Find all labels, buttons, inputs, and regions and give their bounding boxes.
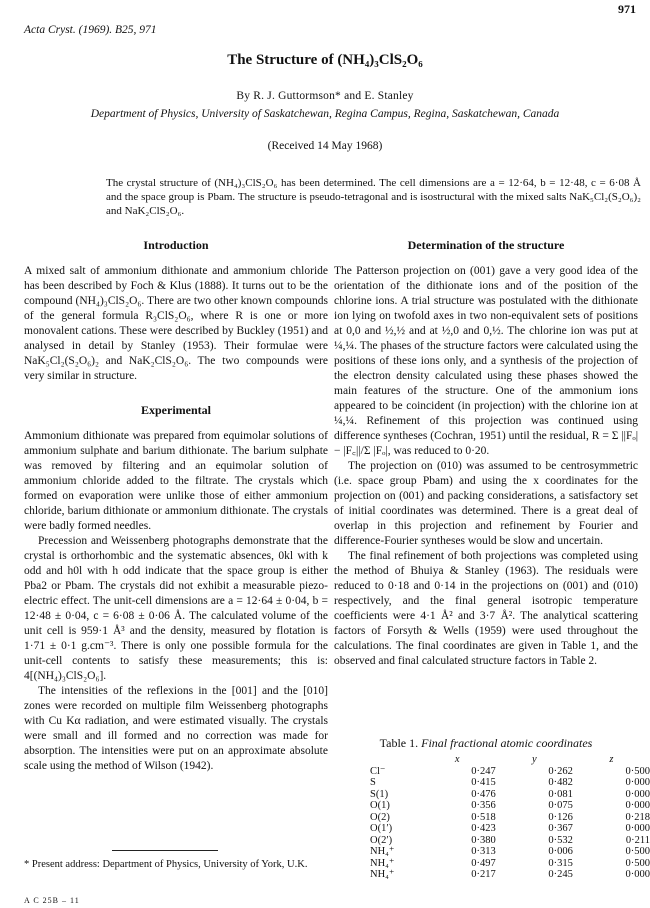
z-value: 0·500	[625, 857, 650, 869]
affiliation: Department of Physics, University of Saskatchewan, Regina Campus, Regina, Saskatchewan, Canada	[90, 108, 560, 120]
z-value: 0·500	[625, 765, 650, 777]
y-value: 0·081	[548, 788, 573, 800]
atom-label: NH₄⁺	[370, 869, 395, 880]
z-value: 0·000	[625, 869, 650, 880]
table-row	[370, 800, 650, 812]
introduction-paragraph: A mixed salt of ammonium dithionate and ammonium chloride has been described by Foch & Klus (1888). It turns out to be the compound (NH₄)₃ClS₂O₆. There are two other known compounds of the general formula R₃ClS₂O₆, where R is one or more monovalent cations. These were described by Buckley (1951) and analysed in detail by Stanley (1953). Their formulae were NaK₅Cl₂(S₂O₆)₂ and NaK₂ClS₂O₆. The two compounds were very similar in structure.	[24, 265, 328, 382]
table-header-z: z	[609, 754, 614, 765]
determination-paragraph-2: The projection on (010) was assumed to be centrosymmetric (i.e. space group Pbam) and using the x coordinates for the projection on (001) and packing considerations, a satisfactory set of initial coordinates was determined. There is a great deal of overlap in this projection and refinement by Fourier and difference-Fourier syntheses would be slow and uncertain.	[334, 460, 638, 547]
table-row	[370, 789, 650, 801]
x-value: 0·380	[471, 834, 496, 846]
right-column	[334, 238, 638, 669]
determination-heading: Determination of the structure	[407, 238, 565, 252]
atom-label: Cl⁻	[370, 765, 386, 777]
table-row	[370, 858, 650, 870]
atom-label: O(2)	[370, 811, 390, 823]
left-column	[24, 238, 328, 774]
table-row	[370, 766, 650, 778]
x-value: 0·415	[471, 777, 496, 788]
y-value: 0·262	[548, 765, 573, 777]
y-value: 0·006	[548, 846, 573, 857]
signature-mark: A C 25B – 11	[24, 896, 80, 905]
x-value: 0·423	[471, 823, 496, 834]
table-row	[370, 835, 650, 847]
z-value: 0·000	[625, 800, 650, 811]
abstract: The crystal structure of (NH₄)₃ClS₂O₆ has been determined. The cell dimensions are a = 12·64, b = 12·48, c = 6·08 Å and the space group is Pbam. The structure is pseudo-tetragonal and is isostructural with the mixed salts NaK₅Cl₂(S₂O₆)₂ and NaK₂ClS₂O₆.	[106, 177, 641, 217]
atom-label: O(1′)	[370, 823, 393, 834]
determination-paragraph-1: The Patterson projection on (001) gave a very good idea of the orientation of the dithionate ions and of the position of the chlorine ions. A trial structure was postulated with the dithionate ion lying on twofold axes in two non-equivalent sets of positions at 0,0 and ½,½ and at ½,0 and 0,½. The chlorine ion was put at ¼,¼. The phases of the structure factors were calculated using the positions of these ions only, and a synthesis of the projection of the electron density calculated using these phases showed the main features of the structure. One of the ammonium ions appeared to be coincident (in projection) with the chlorine ion at ¼,¼. Refinement of this projection was continued using difference syntheses (Cochran, 1951) until the residual, R = Σ ||Fₒ| − |F꜀||/Σ |Fₒ|, was reduced to 0·20.	[334, 265, 638, 457]
z-value: 0·000	[625, 777, 650, 788]
table-header-atom	[370, 754, 419, 766]
table-label: Table 1.	[379, 736, 419, 750]
z-value: 0·211	[625, 834, 650, 846]
table-row	[370, 812, 650, 824]
table-row	[370, 846, 650, 858]
table-row	[370, 777, 650, 789]
table-row	[370, 869, 650, 881]
journal-citation: Acta Cryst. (1969). B25, 971	[24, 24, 157, 36]
atom-label: O(2′)	[370, 834, 393, 846]
atom-label: S	[370, 777, 376, 788]
determination-paragraph-3: The final refinement of both projections was completed using the method of Bhuiya & Stanley (1963). The residuals were reduced to 0·18 and 0·14 in the projections on (001) and (010) respectively, and the final general isotropic temperature coefficients were 4·1 Å² and 3·7 Å². The analytical scattering factors of Forsyth & Wells (1959) were used throughout the calculations. The final coordinates are given in Table 1, and the observed and final calculated structure factors in Table 2.	[334, 550, 638, 667]
y-value: 0·126	[548, 811, 573, 823]
y-value: 0·482	[548, 777, 573, 788]
experimental-paragraph-2: Precession and Weissenberg photographs demonstrate that the crystal is orthorhombic and the systematic absences, 0kl with k odd and h0l with h odd indicate that the space group is either Pba2 or Pbam. The crystals did not exhibit a measurable piezo-electric effect. The unit-cell dimensions are a = 12·64 ± 0·04, b = 12·48 ± 0·04, c = 6·08 ± 0·06 Å. The calculated volume of the unit cell is 959·1 Å³ and the density, measured by flotation is 1·71 ± 0·1 g.cm⁻³. There is only one possible formula for the unit-cell contents to satisfy these measurements; this is: 4[(NH₄)₃ClS₂O₆].	[24, 535, 328, 682]
article-title: The Structure of (NH₄)₃ClS₂O₆	[227, 52, 423, 68]
y-value: 0·075	[548, 800, 573, 811]
z-value: 0·218	[625, 811, 650, 823]
table-row	[370, 823, 650, 835]
coordinates-table	[370, 754, 650, 881]
atom-label: NH₄⁺	[370, 846, 395, 857]
x-value: 0·217	[471, 869, 496, 880]
atom-label: O(1)	[370, 800, 390, 811]
y-value: 0·532	[548, 834, 573, 846]
footnote-rule	[112, 850, 218, 851]
page-number: 971	[618, 2, 636, 16]
author-line: By R. J. Guttormson* and E. Stanley	[236, 90, 414, 102]
table-header-row	[370, 754, 650, 766]
received-date: (Received 14 May 1968)	[267, 140, 383, 152]
x-value: 0·497	[471, 857, 496, 869]
atom-label: NH₄⁺	[370, 857, 395, 869]
table-header-y: y	[531, 754, 537, 765]
table-caption-text: Final fractional atomic coordinates	[421, 736, 593, 750]
y-value: 0·367	[548, 823, 573, 834]
experimental-heading: Experimental	[141, 403, 211, 417]
x-value: 0·356	[471, 800, 496, 811]
y-value: 0·245	[548, 869, 573, 880]
x-value: 0·313	[471, 846, 496, 857]
footnote: * Present address: Department of Physics, University of York, U.K.	[24, 859, 308, 870]
z-value: 0·500	[625, 846, 650, 857]
z-value: 0·000	[625, 788, 650, 800]
experimental-paragraph-3: The intensities of the reflexions in the [001] and the [010] zones were recorded on multiple film Weissenberg photographs with Cu Kα radiation, and were estimated visually. The crystals were small and ill formed and no correction was made for absorption. The intensities were put on an approximate absolute scale using the method of Wilson (1942).	[24, 685, 328, 772]
experimental-paragraph-1: Ammonium dithionate was prepared from equimolar solutions of ammonium sulphate and barium dithionate. The barium sulphate was removed by filtering and an equimolar solution of ammonium chloride added to the filtrate. The crystals which formed on evaporation were unlike those of either ammonium chloride, barium dithionate or ammonium dithionate. The crystals were badly formed needles.	[24, 430, 328, 532]
x-value: 0·247	[471, 765, 496, 777]
table-caption	[334, 736, 638, 751]
x-value: 0·476	[471, 788, 496, 800]
y-value: 0·315	[548, 857, 573, 869]
x-value: 0·518	[471, 811, 496, 823]
introduction-heading: Introduction	[143, 238, 209, 252]
table-header-x: x	[454, 754, 460, 765]
atom-label: S(1)	[370, 788, 389, 800]
z-value: 0·000	[625, 823, 650, 834]
